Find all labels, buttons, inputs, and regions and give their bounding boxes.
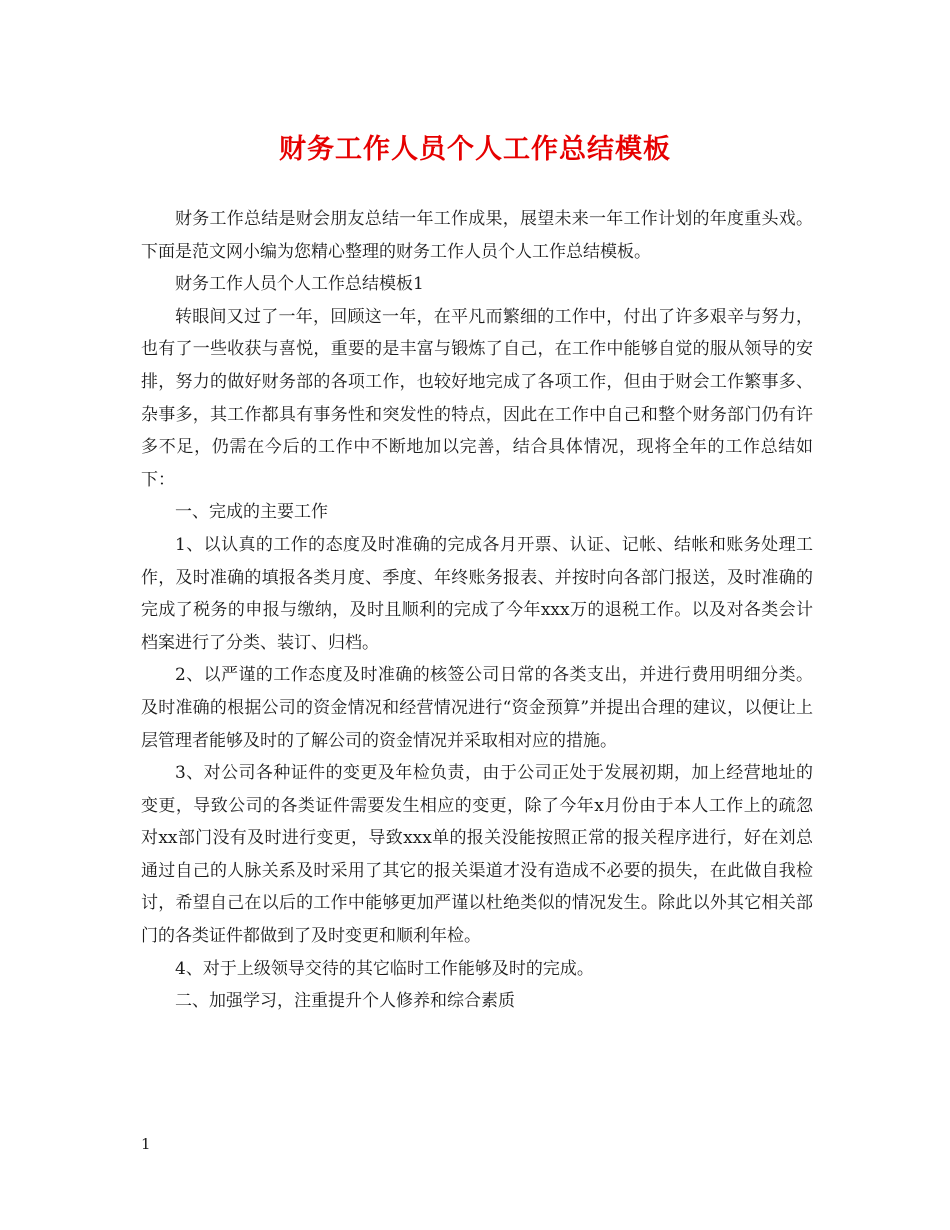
document-body xyxy=(141,203,813,1018)
page-number: 1 xyxy=(141,1135,151,1153)
work-item-2: 2、以严谨的工作态度及时准确的核签公司日常的各类支出，并进行费用明细分类。及时准确的根据公司的资金情况和经营情况进行“资金预算”并提出合理的建议，以便让上层管理者能够及时的了解公司的资金情况并采取相对应的措施。 xyxy=(141,665,813,751)
work-item-3: 3、对公司各种证件的变更及年检负责，由于公司正处于发展初期，加上经营地址的变更，导致公司的各类证件需要发生相应的变更，除了今年x月份由于本人工作上的疏忽对xx部门没有及时进行变更，导致xxx单的报关没能按照正常的报关程序进行，好在刘总通过自己的人脉关系及时采用了其它的报关渠道才没有造成不必要的损失，在此做自我检讨，希望自己在以后的工作中能够更加严谨以杜绝类似的情况发生。除此以外其它相关部门的各类证件都做到了及时变更和顺利年检。 xyxy=(141,763,813,947)
opening-paragraph: 转眼间又过了一年，回顾这一年，在平凡而繁细的工作中，付出了许多艰辛与努力，也有了一些收获与喜悦，重要的是丰富与锻炼了自己，在工作中能够自觉的服从领导的安排，努力的做好财务部的各项工作，也较好地完成了各项工作，但由于财会工作繁事多、杂事多，其工作都具有事务性和突发性的特点，因此在工作中自己和整个财务部门仍有许多不足，仍需在今后的工作中不断地加以完善，结合具体情况，现将全年的工作总结如下： xyxy=(141,306,813,490)
section-heading-learning: 二、加强学习，注重提升个人修养和综合素质 xyxy=(175,991,515,1012)
section-heading-main-work: 一、完成的主要工作 xyxy=(175,502,328,523)
document-title: 财务工作人员个人工作总结模板 xyxy=(279,134,671,165)
intro-paragraph: 财务工作总结是财会朋友总结一年工作成果，展望未来一年工作计划的年度重头戏。下面是范文网小编为您精心整理的财务工作人员个人工作总结模板。 xyxy=(141,209,813,262)
template-heading: 财务工作人员个人工作总结模板1 xyxy=(175,274,424,295)
work-item-4: 4、对于上级领导交待的其它临时工作能够及时的完成。 xyxy=(175,958,594,979)
work-item-1: 1、以认真的工作的态度及时准确的完成各月开票、认证、记帐、结帐和账务处理工作，及时准确的填报各类月度、季度、年终账务报表、并按时向各部门报送，及时准确的完成了税务的申报与缴纳，及时且顺利的完成了今年xxx万的退税工作。以及对各类会计档案进行了分类、装订、归档。 xyxy=(141,534,813,653)
